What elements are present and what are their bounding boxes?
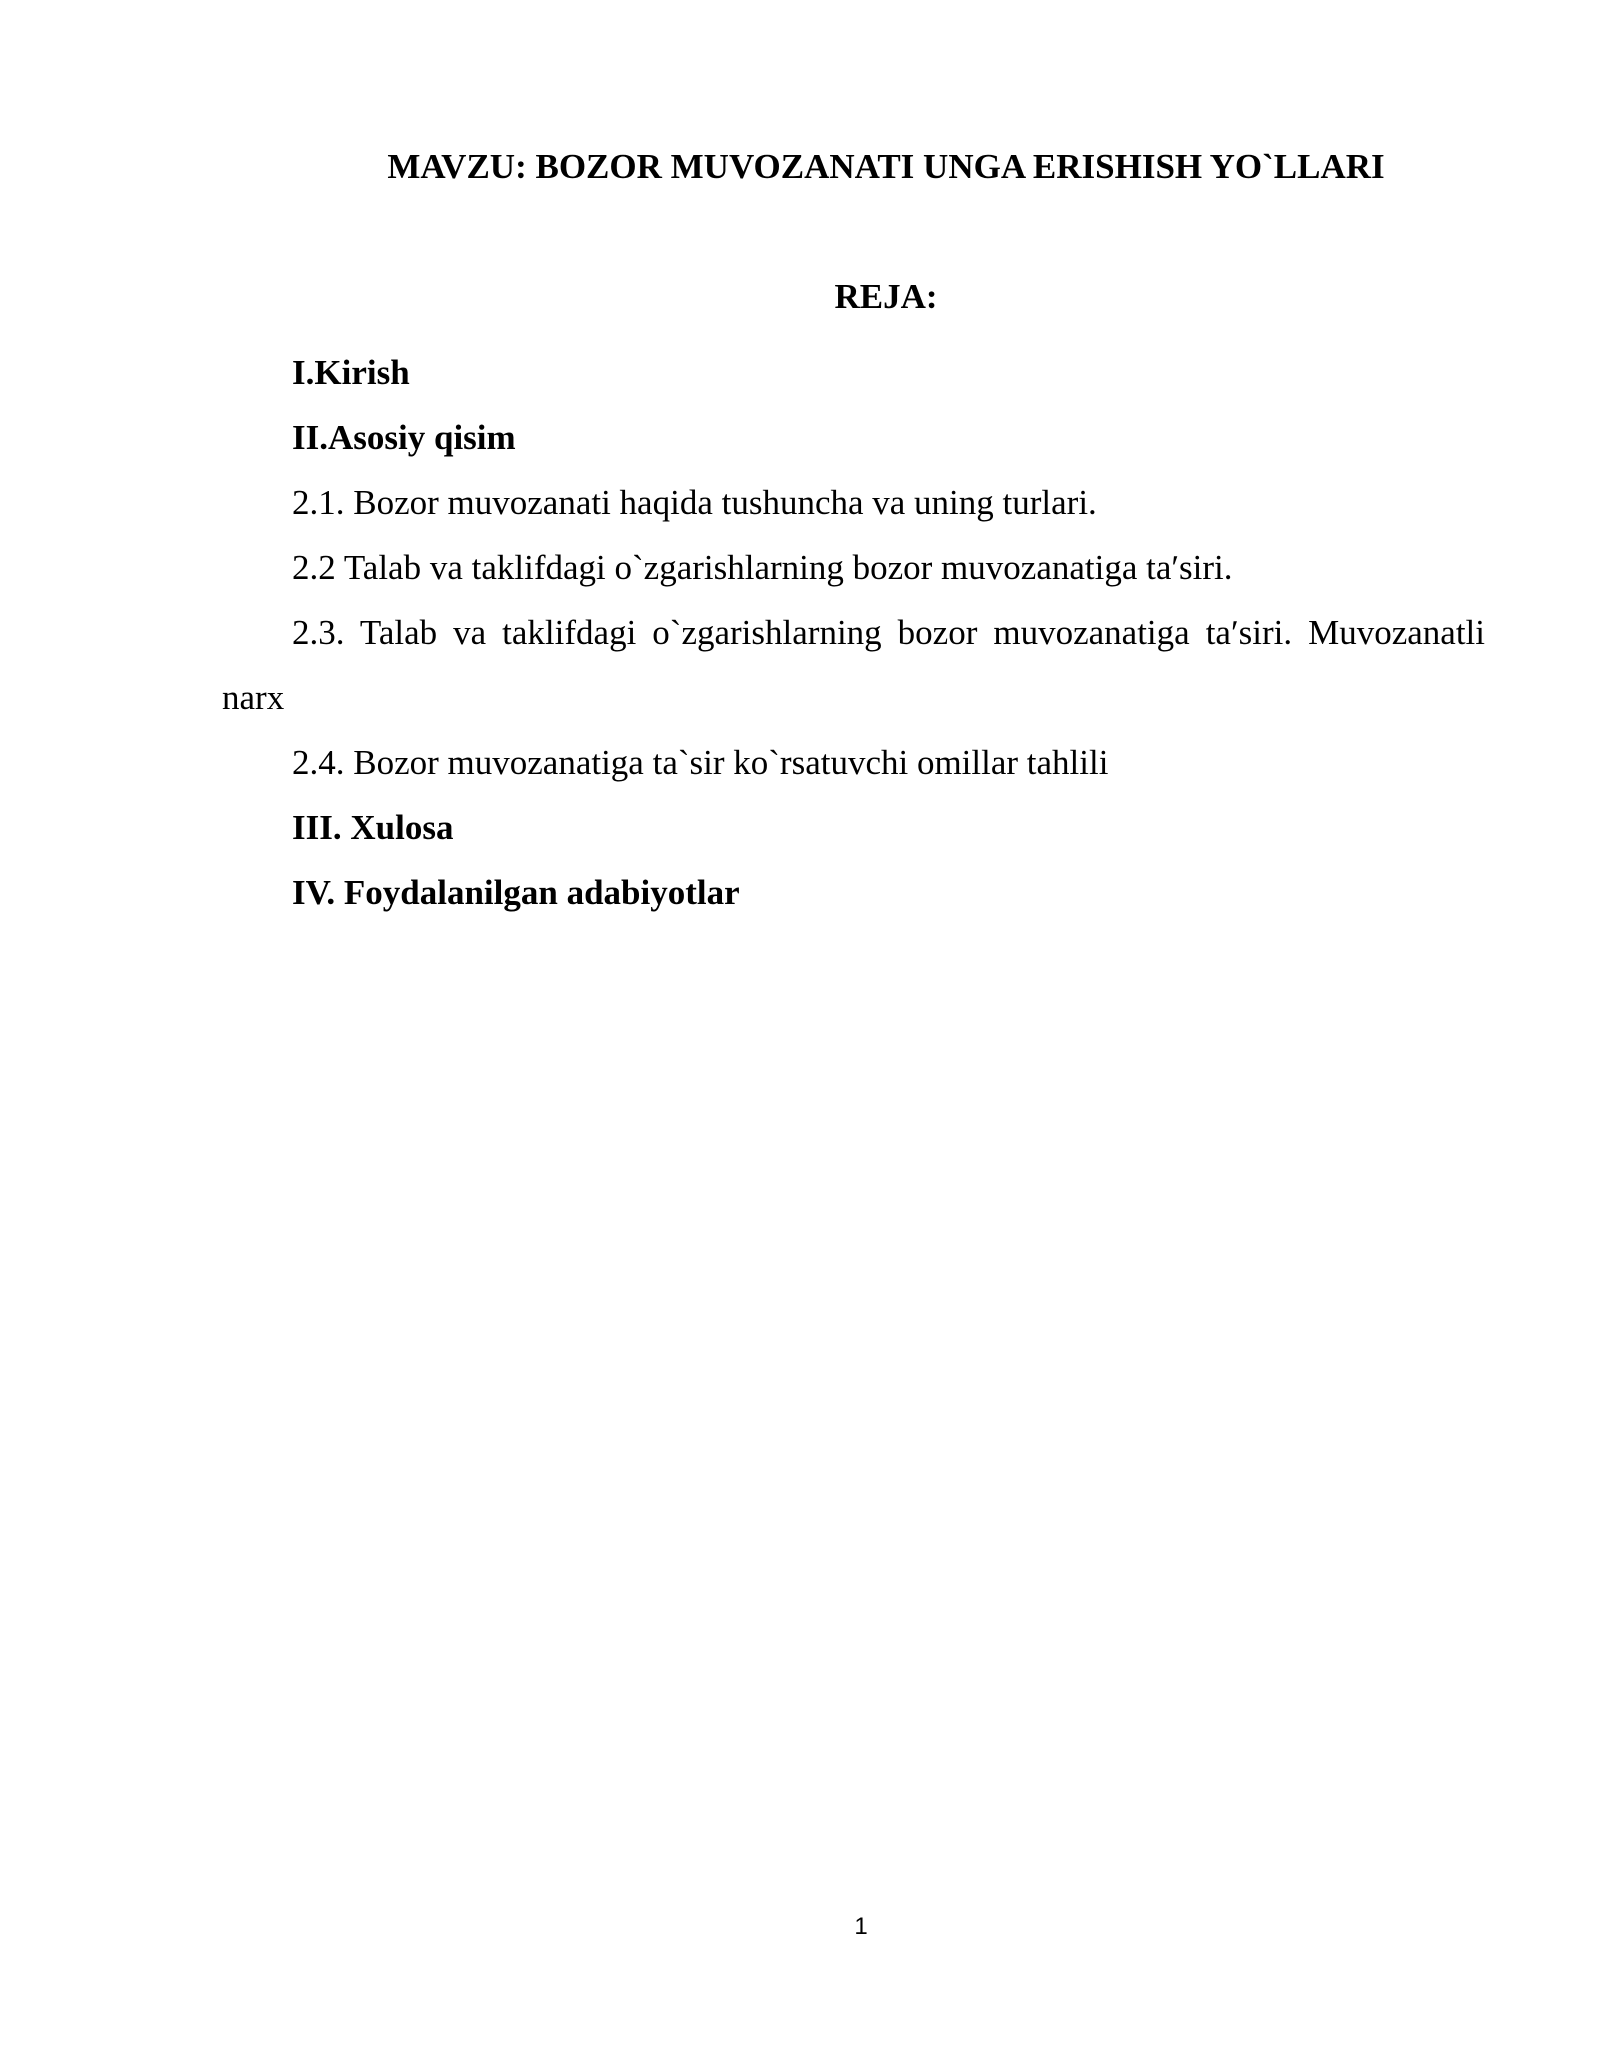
plan-item-references: IV. Foydalanilgan adabiyotlar [292, 873, 740, 912]
page-number: 1 [854, 1913, 868, 1940]
plan-item-2-3: 2.3. Talab va taklifdagi o`zgarishlarning bozor muvozanatiga taʹsiri. Muvozanatli narx [222, 613, 1485, 717]
plan-item-introduction: I.Kirish [292, 353, 410, 392]
plan-item-2-2: 2.2 Talab va taklifdagi o`zgarishlarning bozor muvozanatiga taʹsiri. [292, 548, 1233, 587]
plan-item-main-part: II.Asosiy qisim [292, 418, 516, 457]
plan-item-2-1: 2.1. Bozor muvozanati haqida tushuncha va uning turlari. [292, 483, 1097, 522]
plan-item-2-4: 2.4. Bozor muvozanatiga ta`sir ko`rsatuvchi omillar tahlili [292, 743, 1109, 782]
plan-item-conclusion: III. Xulosa [292, 808, 454, 847]
plan-heading: REJA: [834, 277, 938, 316]
plan-list [222, 340, 1485, 925]
document-title: MAVZU: BOZOR MUVOZANATI UNGA ERISHISH YO`LLARI [387, 147, 1385, 186]
